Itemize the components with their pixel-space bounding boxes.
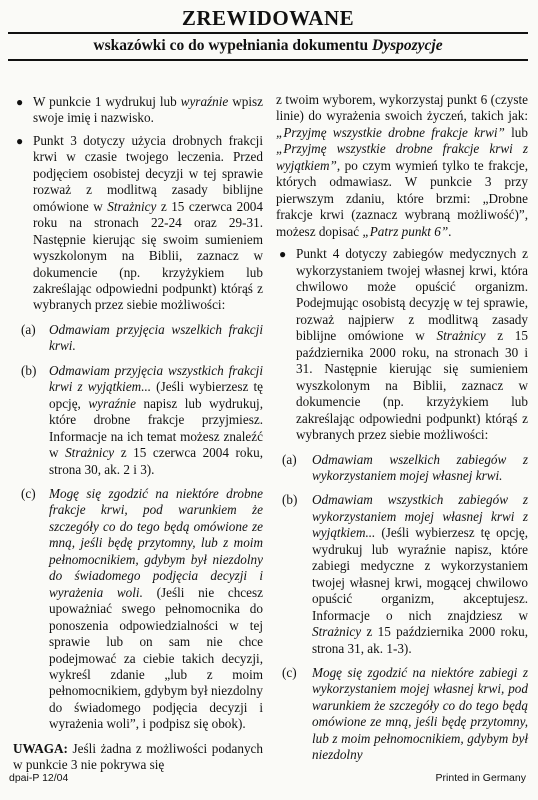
header-banner [8,6,528,64]
text-italic: „Patrz punkt 6” [362,223,449,239]
text-italic: wyraźnie [88,395,137,411]
note-paragraph [13,741,263,774]
text: lub [504,124,528,140]
option-b [13,363,263,478]
text: W punkcie 1 wydrukuj lub [33,94,181,109]
text: Jeśli żadna z możliwości podanych w punkcie 3 nie pokrywa się [13,740,263,773]
option-c [276,665,528,764]
note-label: UWAGA: [13,740,68,756]
bullet-point-1 [13,94,263,127]
text-italic: Odmawiam przyjęcia wszystkich frakcji krwi z wyjątkiem... [49,362,263,395]
text-italic: wyraźnie [180,94,229,109]
footer-code: dpai-P 12/04 [9,772,69,784]
option-c [13,486,263,733]
option-label: (b) [282,492,298,508]
option-label: (b) [21,362,37,378]
text: z 15 czerwca 2004 roku na stronach 22-24 oraz 29-31. Następnie kierując się swoim sumieniem wyszkolonym na Biblii, zaznacz w dokumencie (np. krzyżykiem lub zakreślając odpowiedni podpunkt) którąś z wybranych przez siebie możliwości: [33,198,263,313]
text-italic: Odmawiam wszelkich zabiegów z wykorzystaniem mojej własnej krwi. [312,451,528,483]
text: napisz lub wydrukuj, które drobne frakcje przyjmiesz. Informacje na ich temat możesz znaleźć w [49,395,263,461]
option-a [13,322,263,355]
document-subtitle [8,36,528,56]
right-column [276,92,528,772]
option-label: (c) [21,485,36,501]
text-italic: Mogę się zgodzić na niektóre zabiegi z wykorzystaniem mojej własnej krwi, pod warunkiem że szczegóły co do tego będą omówione ze mną, jeśli będę przytomny, lub z moim pełnomocnikiem, gdybym był niezdolny [312,664,528,763]
option-label: (c) [282,664,297,680]
text: Punkt 4 dotyczy zabiegów medycznych z wykorzystaniem twojej własnej krwi, która chwilowo może opuścić organizm. Podejmując osobistą decyzję w tej sprawie, rozważ najpierw z modlitwą zasady biblijne omówione w [296,246,528,344]
subtitle-text: wskazówki co do wypełniania dokumentu [93,37,373,54]
text: z 15 czerwca 2004 roku, strona 30, ak. 2 i 3). [49,445,263,477]
text-italic: Odmawiam wszystkich zabiegów z wykorzystaniem mojej własnej krwi z wyjątkiem... [312,492,528,541]
footer-printed: Printed in Germany [435,772,526,784]
text-italic: Strażnicy [107,198,157,214]
bullet-point-4 [276,246,528,443]
text: z 15 października 2000 roku, strona 31, ak. 1-3). [312,624,528,656]
bullet-icon: ● [16,95,24,109]
header-rule-top [8,32,528,34]
text-italic: Mogę się zgodzić na niektóre drobne frakcje krwi, pod warunkiem że szczegóły co do tego będą omówione ze mną, jeśli będę przytomny, lub z moim pełnomocnikiem, gdybym był niezdolny do świadomego podjęcia decyzji i wyrażenia woli. [49,485,263,600]
text: z twoim wyborem, wykorzystaj punkt 6 (czyste linie) do wyrażenia swoich życzeń, takich jak: [276,92,528,124]
option-label: (a) [282,451,297,467]
left-column [13,94,263,774]
option-label: (a) [21,321,36,337]
subtitle-italic: Dyspozycje [372,37,443,54]
bullet-point-3 [13,133,263,314]
option-a [276,452,528,485]
text-italic: Strażnicy [312,624,362,640]
document-title: ZREWIDOWANE [181,6,355,30]
text: (Jeśli nie chcesz upoważniać swego pełnomocnika do ponoszenia odpowiedzialności w tej sprawie lub on sam nie chce podejmować za ciebie takich decyzji, wykreśl zdanie „lub z moim pełnomocnikiem, gdybym był niezdolny do świadomego podjęcia decyzji i wyrażenia woli”, i podpisz się obok). [49,584,263,732]
text: Punkt 3 dotyczy użycia drobnych frakcji krwi w czasie twojego leczenia. Przed podjęciem osobistej decyzji w tej sprawie rozważ z modlitwą zasady biblijne omówione w [33,132,263,214]
bullet-icon: ● [16,133,24,148]
text: . [448,223,452,239]
continued-paragraph [276,92,528,240]
text-italic: „Przyjmę wszystkie drobne frakcje krwi z wyjątkiem” [276,141,528,173]
text: (Jeśli wybierzesz tę opcję, [49,379,263,411]
text: , po czym wymień tylko te frakcje, których odmawiasz. W punkcie 3 przy pierwszym zdaniu, które brzmi: „Drobne frakcje krwi (zaznacz wybraną możliwość)”, możesz dopisać [276,157,528,239]
text-italic: „Przyjmę wszystkie drobne frakcje krwi” [276,124,505,140]
text-italic: Strażnicy [65,445,115,461]
header-rule-bottom [8,59,528,61]
text: (Jeśli wybierzesz tę opcję, wydrukuj lub wyraźnie napisz, które zabiegi medyczne z wykorzystaniem twojej własnej krwi, mogącej chwilowo opuścić organizm, akceptujesz. Informacje o nich znajdziesz w [312,525,528,623]
option-b [276,492,528,657]
bullet-icon: ● [279,247,287,262]
text: wpisz swoje imię i nazwisko. [33,94,263,126]
text-italic: Odmawiam przyjęcia wszelkich frakcji krwi. [49,321,263,354]
text: z 15 października 2000 roku, na stronach 30 i 31. Następnie kierując się sumieniem wyszkolonym na Biblii, zaznacz w dokumencie (np. krzyżykiem lub zakreślając odpowiedni podpunkt) którąś z wybranych przez siebie możliwości: [296,328,528,443]
text-italic: Strażnicy [436,328,486,344]
